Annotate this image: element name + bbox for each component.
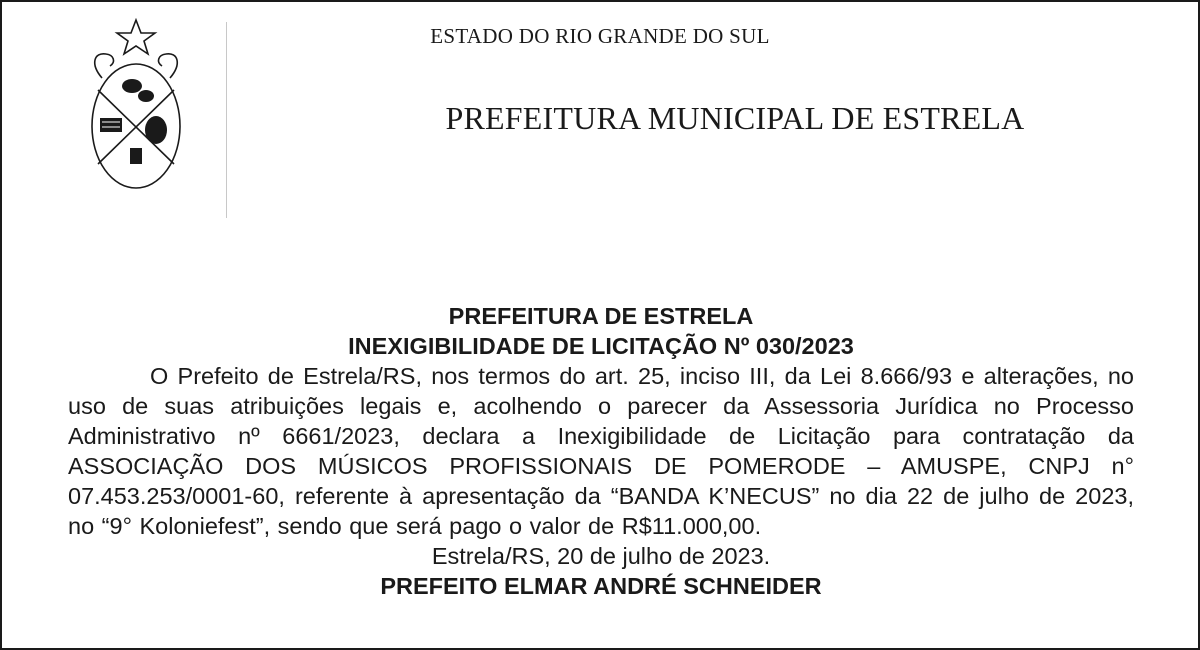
- notice: [68, 301, 1134, 601]
- municipality-name: PREFEITURA MUNICIPAL DE ESTRELA: [445, 100, 1025, 136]
- place-date: Estrela/RS, 20 de julho de 2023.: [431, 543, 771, 569]
- notice-title: PREFEITURA DE ESTRELA: [448, 303, 754, 329]
- notice-subtitle: INEXIGIBILIDADE DE LICITAÇÃO Nº 030/2023: [348, 333, 854, 359]
- header-divider: [226, 22, 227, 218]
- signature: PREFEITO ELMAR ANDRÉ SCHNEIDER: [380, 573, 822, 599]
- notice-body: O Prefeito de Estrela/RS, nos termos do art. 25, inciso III, da Lei 8.666/93 e alterações, no uso de suas atribuições legais e, acolhendo o parecer da Assessoria Jurídica no Processo Administrativo nº 6661/2023, declara a Inexigibilidade de Licitação para contratação da ASSOCIAÇÃO DOS MÚSICOS PROFISSIONAIS DE POMERODE – AMUSPE, CNPJ n° 07.453.253/0001-60, referente à apresentação da “BANDA K’NECUS” no dia 22 de julho de 2023, no “9° Koloniefest”, sendo que será pago o valor de R$11.000,00.: [68, 363, 1134, 539]
- coat-of-arms-icon: [86, 18, 186, 190]
- state-name: ESTADO DO RIO GRANDE DO SUL: [430, 24, 770, 48]
